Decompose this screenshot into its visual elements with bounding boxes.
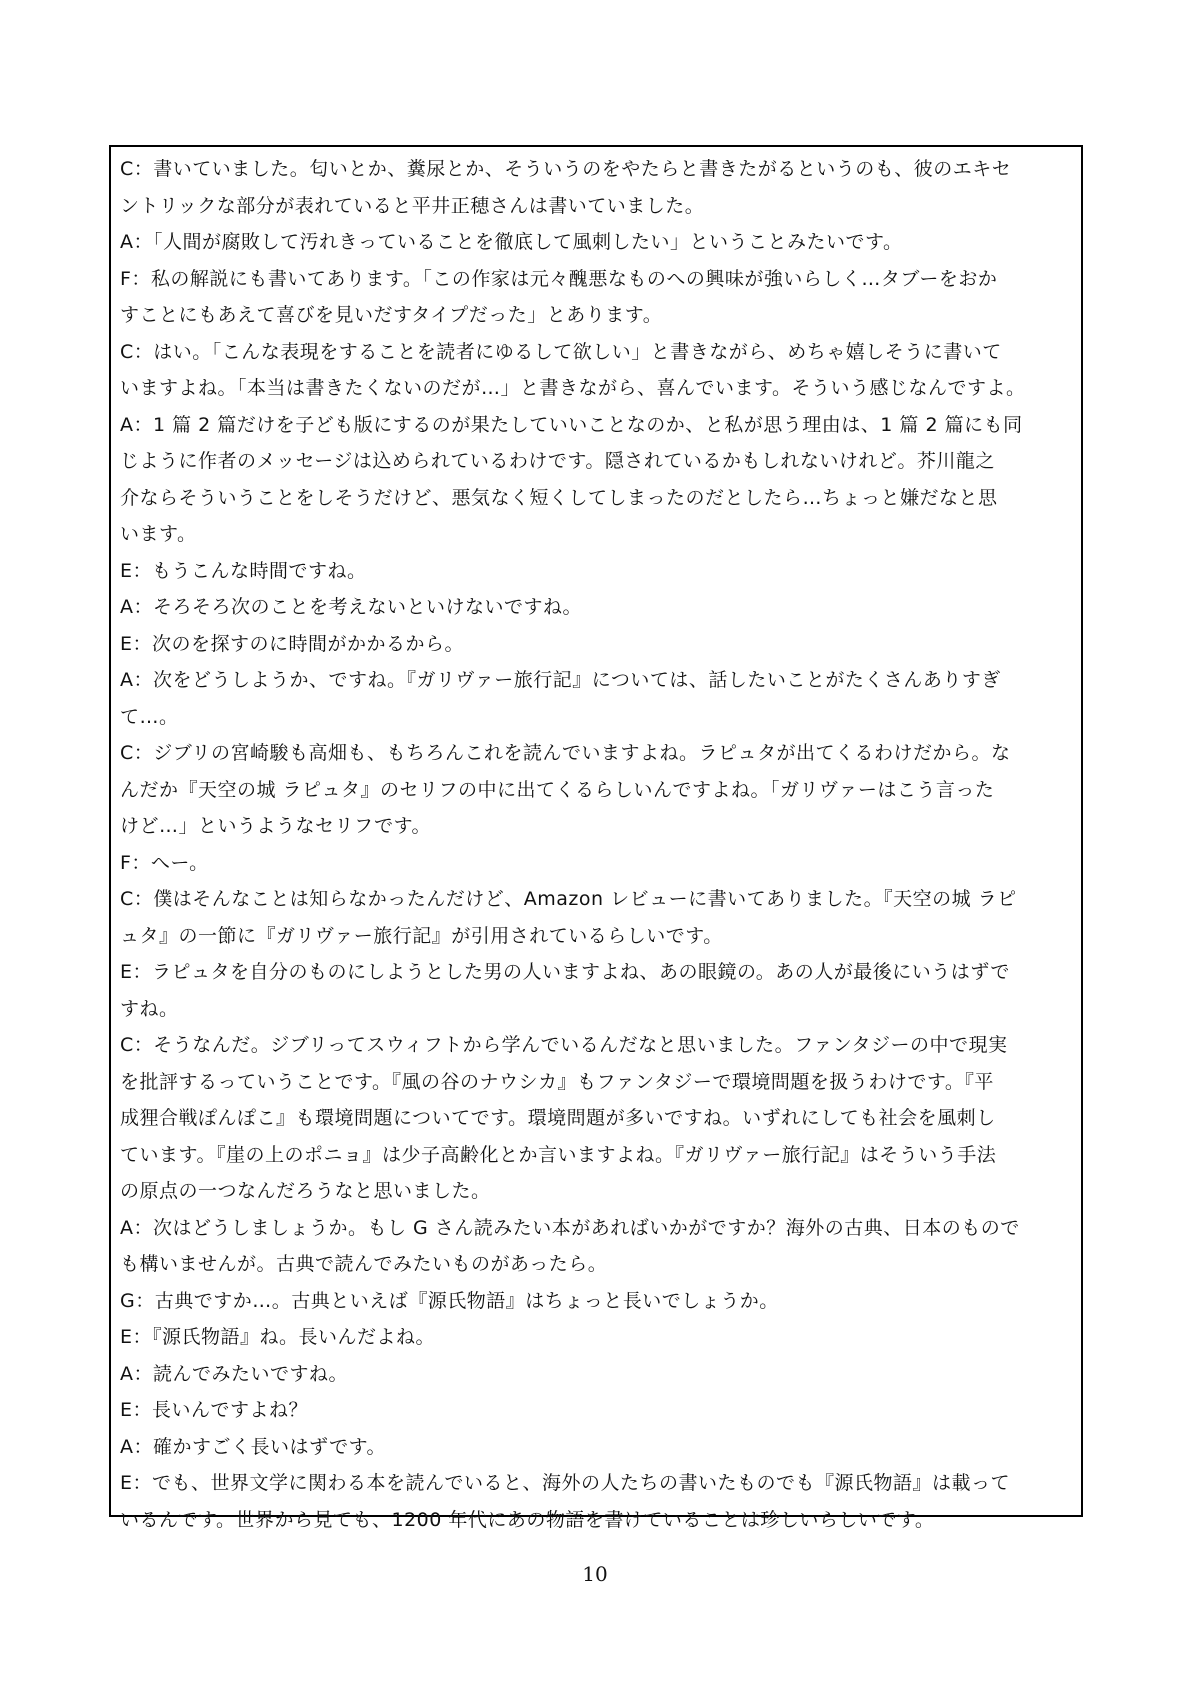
transcript-line: A：確かすごく長いはずです。 bbox=[120, 1435, 387, 1458]
transcript-line: E：もうこんな時間ですね。 bbox=[120, 559, 367, 582]
transcript-line: E：長いんですよね？ bbox=[120, 1399, 309, 1421]
transcript-line: A：次をどうしようか、ですね。『ガリヴァー旅行記』については、話したいことがたくさんありすぎ bbox=[120, 669, 1001, 691]
transcript-line: 介ならそういうことをしそうだけど、悪気なく短くしてしまったのだとしたら…ちょっと嫌だなと思 bbox=[120, 486, 998, 509]
transcript-line: んだか『天空の城 ラピュタ』のセリフの中に出てくるらしいんですよね。「ガリヴァーはこう言った bbox=[120, 778, 995, 801]
transcript-line: の原点の一つなんだろうなと思いました。 bbox=[120, 1180, 491, 1202]
transcript-line: C：はい。「こんな表現をすることを読者にゆるして欲しい」と書きながら、めちゃ嬉しそうに書いて bbox=[120, 340, 1002, 363]
transcript-line: ントリックな部分が表れていると平井正穂さんは書いていました。 bbox=[120, 194, 705, 217]
transcript-line: A：次はどうしましょうか。もし G さん読みたい本があればいかがですか？海外の古典、日本のもので bbox=[120, 1216, 1020, 1239]
transcript-line: F：へー。 bbox=[120, 851, 209, 874]
transcript-line: A：「人間が腐敗して汚れきっていることを徹底して風刺したい」ということみたいです。 bbox=[120, 231, 903, 253]
transcript-line: C：僕はそんなことは知らなかったんだけど、Amazon レビューに書いてありました。『天空の城 ラピ bbox=[120, 888, 1017, 910]
transcript-line: E：『源氏物語』ね。長いんだよね。 bbox=[120, 1326, 436, 1348]
transcript-line: すね。 bbox=[120, 997, 179, 1020]
transcript-box bbox=[109, 145, 1083, 1531]
page-number: 10 bbox=[582, 1562, 608, 1586]
transcript-line: E：ラピュタを自分のものにしようとした男の人いますよね、あの眼鏡の。あの人が最後にいうはずで bbox=[120, 961, 1010, 983]
transcript-line: て…。 bbox=[120, 705, 179, 728]
transcript-line: いるんです。世界から見ても、1200 年代にあの物語を書けていることは珍しいらしいです。 bbox=[120, 1508, 935, 1531]
transcript-line: いますよね。「本当は書きたくないのだが…」と書きながら、喜んでいます。そういう感じなんですよ。 bbox=[120, 377, 1026, 399]
transcript-line: C：書いていました。匂いとか、糞尿とか、そういうのをやたらと書きたがるというのも、彼のエキセ bbox=[120, 158, 1012, 180]
transcript-line: C：そうなんだ。ジブリってスウィフトから学んでいるんだなと思いました。ファンタジーの中で現実 bbox=[120, 1034, 1008, 1056]
transcript-line: 成狸合戦ぽんぽこ』も環境問題についてです。環境問題が多いですね。いずれにしても社会を風刺し bbox=[120, 1107, 996, 1129]
transcript-line: A：1 篇 2 篇だけを子ども版にするのが果たしていいことなのか、と私が思う理由は、1 篇 2 篇にも同 bbox=[120, 413, 1023, 436]
transcript-line: います。 bbox=[120, 523, 197, 545]
transcript-line: を批評するっていうことです。『風の谷のナウシカ』もファンタジーで環境問題を扱うわけです。『平 bbox=[120, 1070, 994, 1093]
transcript-line: じように作者のメッセージは込められているわけです。隠されているかもしれないけれど。芥川龍之 bbox=[120, 450, 995, 472]
transcript-line: E：でも、世界文学に関わる本を読んでいると、海外の人たちの書いたものでも『源氏物語』は載って bbox=[120, 1472, 1011, 1494]
transcript-line: ュタ』の一節に『ガリヴァー旅行記』が引用されているらしいです。 bbox=[120, 924, 723, 947]
transcript-line: C：ジブリの宮崎駿も高畑も、もちろんこれを読んでいますよね。ラピュタが出てくるわけだから。な bbox=[120, 742, 1011, 764]
transcript-line: E：次のを探すのに時間がかかるから。 bbox=[120, 632, 465, 655]
transcript-line: G：古典ですか…。古典といえば『源氏物語』はちょっと長いでしょうか。 bbox=[120, 1289, 779, 1312]
transcript-line: すことにもあえて喜びを見いだすタイプだった」とあります。 bbox=[120, 304, 663, 326]
transcript-line: A：読んでみたいですね。 bbox=[120, 1362, 348, 1385]
transcript-line: も構いませんが。古典で読んでみたいものがあったら。 bbox=[120, 1253, 608, 1275]
transcript-line: ています。『崖の上のポニョ』は少子高齢化とか言いますよね。『ガリヴァー旅行記』はそういう手法 bbox=[120, 1143, 997, 1166]
transcript-line: A：そろそろ次のことを考えないといけないですね。 bbox=[120, 596, 582, 618]
transcript-line: F：私の解説にも書いてあります。「この作家は元々醜悪なものへの興味が強いらしく…タブーをおか bbox=[120, 267, 998, 290]
transcript-line: けど…」というようなセリフです。 bbox=[120, 815, 432, 837]
